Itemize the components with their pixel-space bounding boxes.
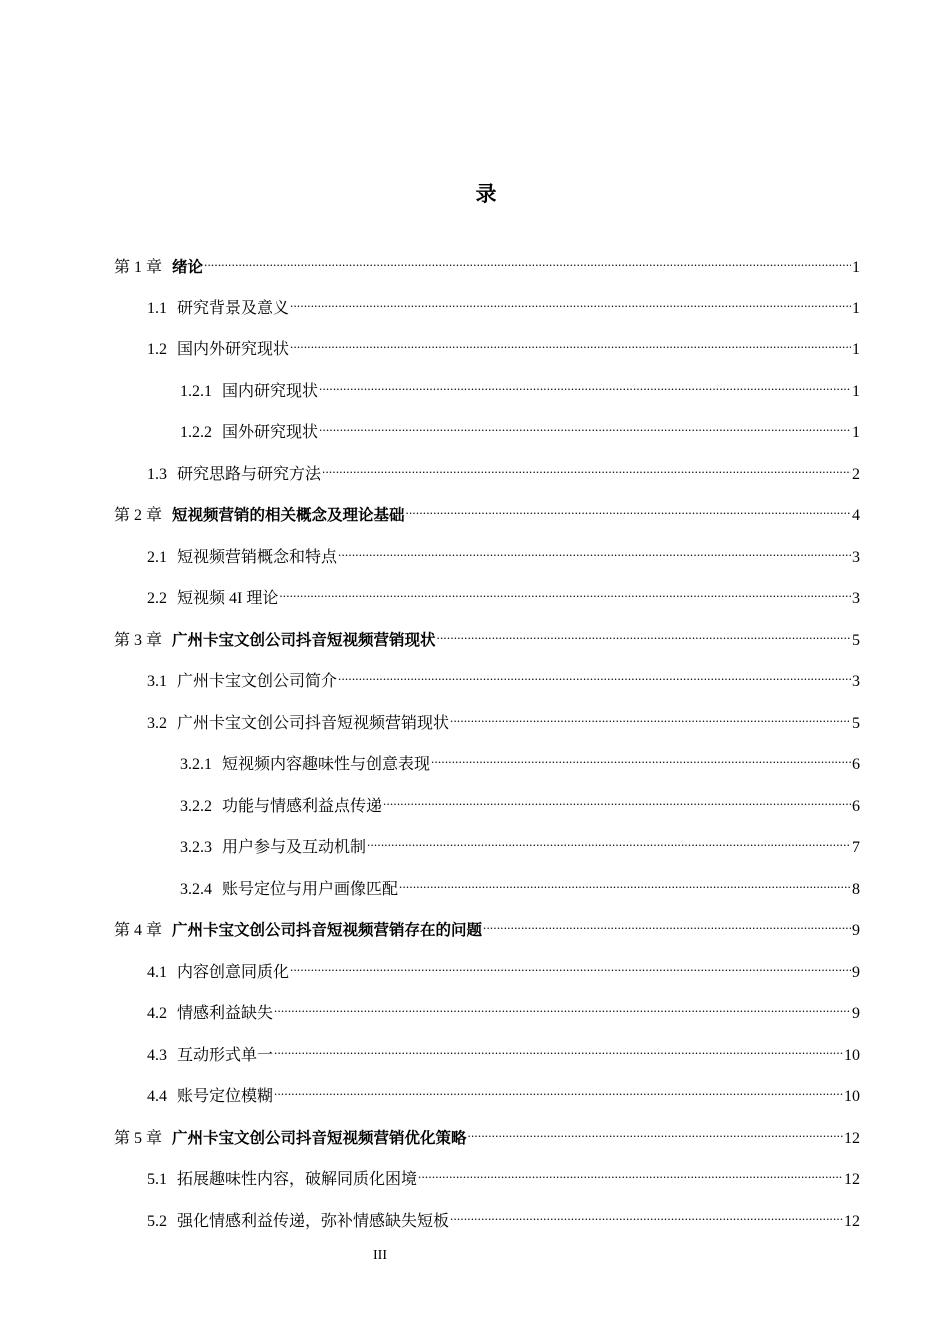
toc-entry[interactable] bbox=[114, 496, 860, 524]
toc-entry-title: 广州卡宝文创公司抖音短视频营销存在的问题 bbox=[172, 921, 483, 939]
dot-leader bbox=[468, 1119, 843, 1143]
toc-entry-number: 5.2 bbox=[147, 1213, 167, 1230]
toc-entry-title: 广州卡宝文创公司抖音短视频营销优化策略 bbox=[172, 1129, 467, 1147]
toc-entry-title: 国内研究现状 bbox=[222, 383, 319, 400]
toc-entry-number: 1.2 bbox=[147, 341, 167, 358]
dot-leader bbox=[450, 1202, 843, 1226]
toc-entry-title: 短视频内容趣味性与创意表现 bbox=[222, 756, 431, 773]
dot-leader bbox=[319, 372, 851, 396]
toc-entry[interactable] bbox=[114, 413, 860, 441]
toc-entry-title: 短视频营销概念和特点 bbox=[177, 549, 338, 566]
toc-entry-page: 1 bbox=[852, 300, 860, 317]
toc-entry[interactable] bbox=[114, 662, 860, 690]
toc-entry-title: 内容创意同质化 bbox=[177, 964, 290, 981]
dot-leader bbox=[383, 787, 851, 811]
toc-entry-title: 功能与情感利益点传递 bbox=[222, 798, 383, 815]
toc-entry[interactable] bbox=[114, 828, 860, 856]
toc-entry[interactable] bbox=[114, 1077, 860, 1105]
toc-entry-title: 账号定位与用户画像匹配 bbox=[222, 881, 399, 898]
toc-entry-title: 账号定位模糊 bbox=[177, 1088, 274, 1105]
toc-entry-page: 10 bbox=[844, 1088, 860, 1105]
dot-leader bbox=[322, 455, 851, 479]
toc-entry[interactable] bbox=[114, 579, 860, 607]
dot-leader bbox=[274, 1077, 843, 1101]
toc-entry-page: 9 bbox=[852, 922, 860, 939]
toc-entry-page: 12 bbox=[844, 1171, 860, 1188]
toc-entry-page: 1 bbox=[852, 383, 860, 400]
toc-entry-page: 3 bbox=[852, 590, 860, 607]
toc-entry-page: 9 bbox=[852, 964, 860, 981]
toc-entry[interactable] bbox=[114, 455, 860, 483]
dot-leader bbox=[274, 994, 851, 1018]
toc-entry-page: 8 bbox=[852, 881, 860, 898]
dot-leader bbox=[437, 621, 851, 645]
toc-entry-page: 1 bbox=[852, 341, 860, 358]
toc-entry-number: 4.3 bbox=[147, 1047, 167, 1064]
toc-entry-title: 国内外研究现状 bbox=[177, 341, 290, 358]
toc-entry-title: 用户参与及互动机制 bbox=[222, 839, 367, 856]
toc-entry-title: 广州卡宝文创公司抖音短视频营销现状 bbox=[172, 631, 436, 649]
toc-entry-page: 10 bbox=[844, 1047, 860, 1064]
dot-leader bbox=[290, 953, 851, 977]
dot-leader bbox=[290, 289, 851, 313]
toc-entry[interactable] bbox=[114, 1036, 860, 1064]
toc-entry-page: 4 bbox=[852, 507, 860, 524]
toc-entry[interactable] bbox=[114, 953, 860, 981]
toc-entry-number: 1.1 bbox=[147, 300, 167, 317]
dot-leader bbox=[367, 828, 851, 852]
toc-entry-page: 3 bbox=[852, 673, 860, 690]
toc-entry-title: 情感利益缺失 bbox=[177, 1005, 274, 1022]
dot-leader bbox=[319, 413, 851, 437]
toc-entry-page: 5 bbox=[852, 715, 860, 732]
toc-entry[interactable] bbox=[114, 621, 860, 649]
toc-entry-number: 3.2.1 bbox=[180, 756, 212, 773]
toc-entry-page: 12 bbox=[844, 1213, 860, 1230]
toc-entry-number: 第 3 章 bbox=[114, 632, 163, 649]
toc-entry[interactable] bbox=[114, 330, 860, 358]
dot-leader bbox=[279, 579, 851, 603]
toc-entry-title: 短视频营销的相关概念及理论基础 bbox=[172, 506, 405, 524]
toc-entry-title: 研究背景及意义 bbox=[177, 300, 290, 317]
toc-entry-page: 9 bbox=[852, 1005, 860, 1022]
toc-entry-number: 3.2.4 bbox=[180, 881, 212, 898]
toc-entry-page: 6 bbox=[852, 798, 860, 815]
page-title: 录 bbox=[475, 182, 497, 206]
dot-leader bbox=[418, 1160, 843, 1184]
toc-entry-number: 1.2.2 bbox=[180, 424, 212, 441]
toc-entry-page: 12 bbox=[844, 1130, 860, 1147]
toc-entry[interactable] bbox=[114, 538, 860, 566]
toc-entry[interactable] bbox=[114, 1202, 860, 1230]
toc-entry-title: 国外研究现状 bbox=[222, 424, 319, 441]
dot-leader bbox=[274, 1036, 843, 1060]
toc-entry-number: 1.3 bbox=[147, 466, 167, 483]
toc-entry-number: 第 4 章 bbox=[114, 922, 163, 939]
toc-entry-number: 4.2 bbox=[147, 1005, 167, 1022]
toc-entry-title: 短视频 4I 理论 bbox=[177, 590, 279, 607]
toc-entry[interactable] bbox=[114, 994, 860, 1022]
toc-entry[interactable] bbox=[114, 704, 860, 732]
toc-entry-page: 1 bbox=[852, 424, 860, 441]
toc-entry-number: 第 5 章 bbox=[114, 1130, 163, 1147]
toc-entry-page: 6 bbox=[852, 756, 860, 773]
toc-entry[interactable] bbox=[114, 787, 860, 815]
toc-entry-number: 第 1 章 bbox=[114, 259, 163, 276]
dot-leader bbox=[204, 248, 851, 272]
toc-entry-number: 3.2 bbox=[147, 715, 167, 732]
toc-entry-number: 4.1 bbox=[147, 964, 167, 981]
dot-leader bbox=[338, 662, 851, 686]
page-number: III bbox=[373, 1248, 387, 1263]
dot-leader bbox=[483, 911, 851, 935]
toc-entry-number: 1.2.1 bbox=[180, 383, 212, 400]
toc-entry-title: 绪论 bbox=[172, 258, 204, 276]
dot-leader bbox=[450, 704, 851, 728]
toc-entry-number: 5.1 bbox=[147, 1171, 167, 1188]
toc-entry-title: 强化情感利益传递，弥补情感缺失短板 bbox=[177, 1213, 450, 1230]
toc-entry-number: 2.2 bbox=[147, 590, 167, 607]
dot-leader bbox=[406, 496, 851, 520]
toc-entry-number: 3.2.2 bbox=[180, 798, 212, 815]
toc-entry[interactable] bbox=[114, 1160, 860, 1188]
toc-entry-page: 7 bbox=[852, 839, 860, 856]
toc-entry[interactable] bbox=[114, 870, 860, 898]
toc-entry-number: 3.1 bbox=[147, 673, 167, 690]
dot-leader bbox=[431, 745, 851, 769]
toc-entry[interactable] bbox=[114, 745, 860, 773]
toc-entry-title: 互动形式单一 bbox=[177, 1047, 274, 1064]
dot-leader bbox=[399, 870, 851, 894]
dot-leader bbox=[338, 538, 851, 562]
toc-entry-number: 3.2.3 bbox=[180, 839, 212, 856]
toc-entry[interactable] bbox=[114, 372, 860, 400]
toc-entry-page: 5 bbox=[852, 632, 860, 649]
toc-entry-title: 广州卡宝文创公司简介 bbox=[177, 673, 338, 690]
toc-entry-page: 1 bbox=[852, 259, 860, 276]
toc-entry-title: 研究思路与研究方法 bbox=[177, 466, 322, 483]
toc-entry-number: 第 2 章 bbox=[114, 507, 163, 524]
toc-entry-number: 4.4 bbox=[147, 1088, 167, 1105]
toc-entry[interactable] bbox=[114, 1119, 860, 1147]
toc-entry-number: 2.1 bbox=[147, 549, 167, 566]
toc-entry-title: 拓展趣味性内容，破解同质化困境 bbox=[177, 1171, 418, 1188]
toc-entry-title: 广州卡宝文创公司抖音短视频营销现状 bbox=[177, 715, 450, 732]
toc-entry-page: 2 bbox=[852, 466, 860, 483]
toc-entry-page: 3 bbox=[852, 549, 860, 566]
toc-entry[interactable] bbox=[114, 248, 860, 276]
dot-leader bbox=[290, 330, 851, 354]
toc-entry[interactable] bbox=[114, 289, 860, 317]
toc-entry[interactable] bbox=[114, 911, 860, 939]
